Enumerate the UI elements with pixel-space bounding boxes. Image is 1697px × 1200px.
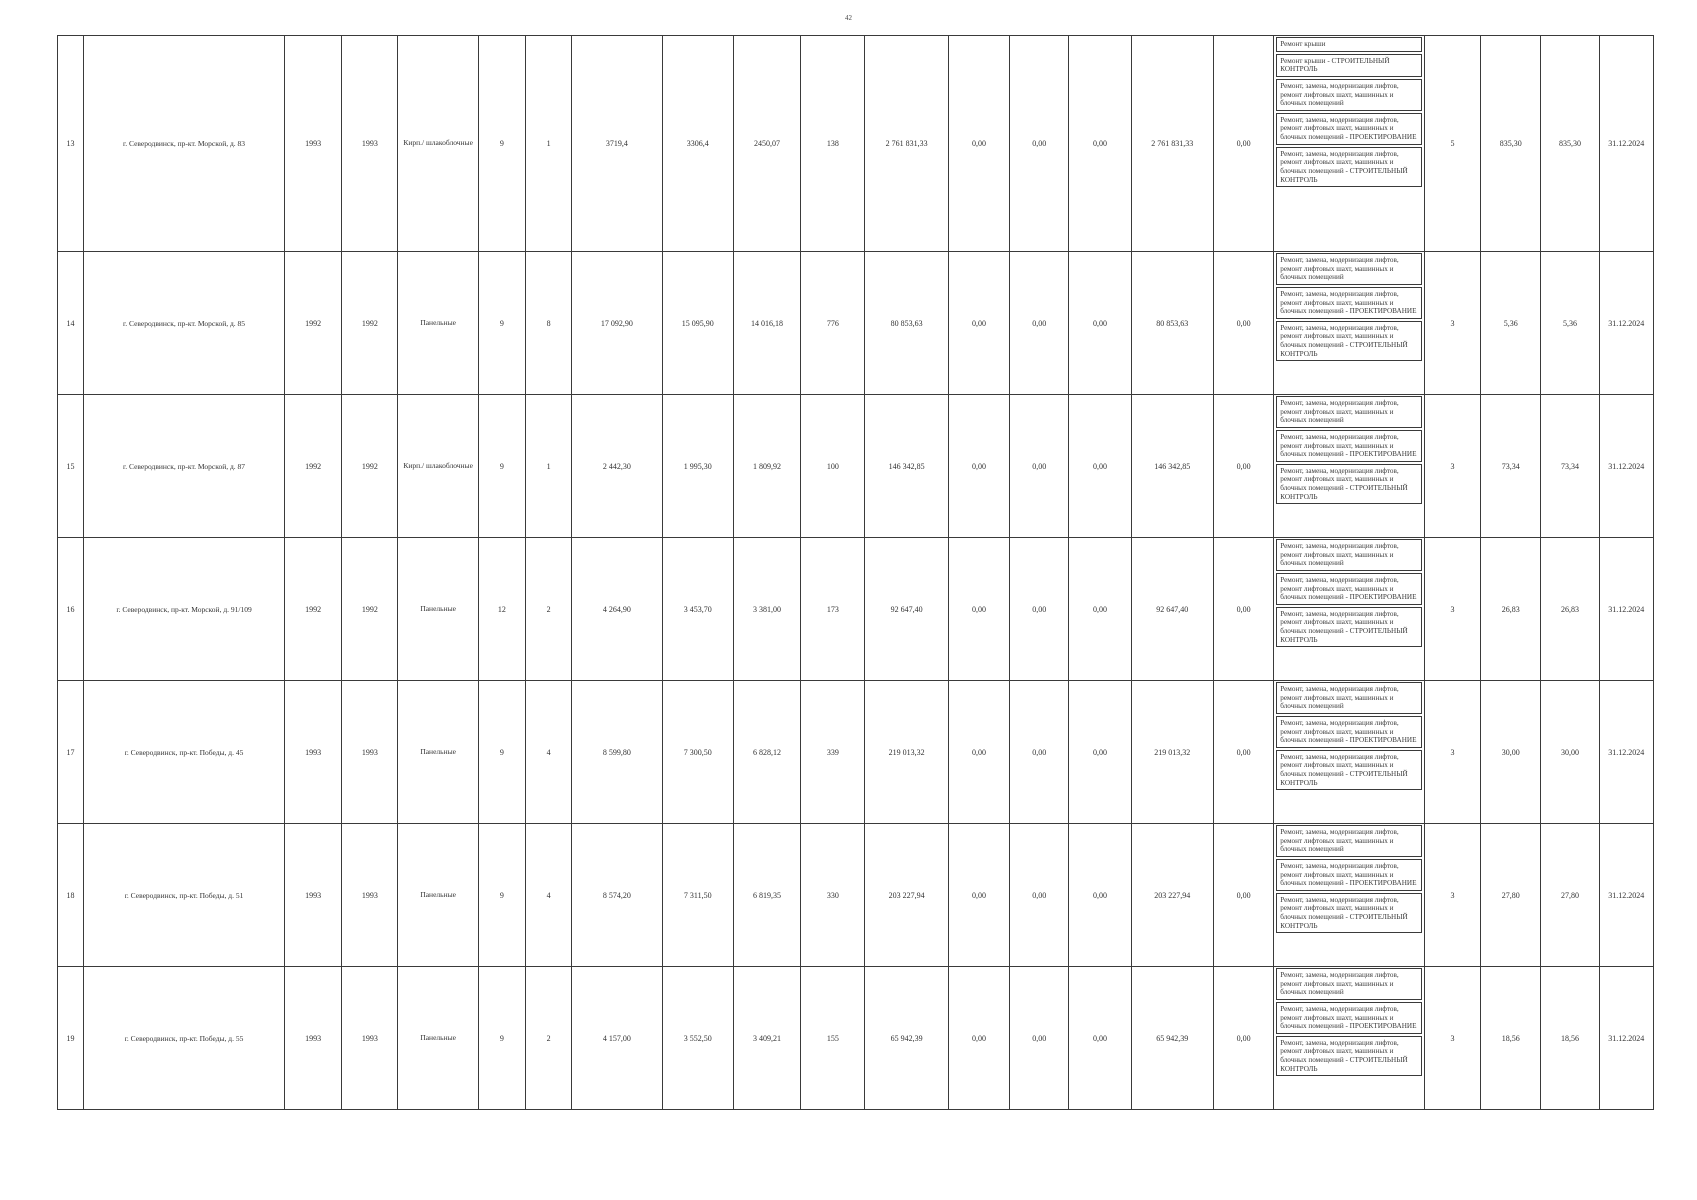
works-count-cell: 3	[1424, 967, 1480, 1110]
work-item: Ремонт, замена, модернизация лифтов, ремонт лифтовых шахт, машинных и блочных помещений - ПРОЕКТИРОВАНИЕ	[1276, 113, 1422, 145]
unit-cost-cell: 73,34	[1481, 395, 1541, 538]
cost-regional-cell: 0,00	[1010, 538, 1069, 681]
work-item: Ремонт, замена, модернизация лифтов, ремонт лифтовых шахт, машинных и блочных помещений - СТРОИТЕЛЬНЫЙ КОНТРОЛЬ	[1276, 464, 1422, 505]
wall-material-cell: Панельные	[398, 538, 478, 681]
cost-federal-cell: 0,00	[948, 824, 1009, 967]
address-cell: г. Северодвинск, пр-кт. Победы, д. 55	[84, 967, 285, 1110]
cost-federal-cell: 0,00	[948, 395, 1009, 538]
year-commission-cell: 1992	[342, 538, 398, 681]
work-item: Ремонт, замена, модернизация лифтов, ремонт лифтовых шахт, машинных и блочных помещений - ПРОЕКТИРОВАНИЕ	[1276, 1002, 1422, 1034]
address-cell: г. Северодвинск, пр-кт. Победы, д. 45	[84, 681, 285, 824]
cost-owners-cell: 65 942,39	[1131, 967, 1213, 1110]
floors-cell: 12	[478, 538, 525, 681]
work-item: Ремонт, замена, модернизация лифтов, ремонт лифтовых шахт, машинных и блочных помещений	[1276, 539, 1422, 571]
cost-total-cell: 92 647,40	[865, 538, 948, 681]
work-item: Ремонт, замена, модернизация лифтов, ремонт лифтовых шахт, машинных и блочных помещений - СТРОИТЕЛЬНЫЙ КОНТРОЛЬ	[1276, 1036, 1422, 1077]
area-total-cell: 2 442,30	[572, 395, 662, 538]
year-commission-cell: 1993	[342, 36, 398, 252]
wall-material-cell: Кирп./ шлакоблочные	[398, 36, 478, 252]
area-living-cell: 2450,07	[733, 36, 800, 252]
cost-other-cell: 0,00	[1213, 681, 1273, 824]
cost-other-cell: 0,00	[1213, 36, 1273, 252]
works-count-cell: 3	[1424, 252, 1480, 395]
cost-total-cell: 2 761 831,33	[865, 36, 948, 252]
unit-cost-cell: 18,56	[1481, 967, 1541, 1110]
area-rooms-cell: 7 311,50	[662, 824, 733, 967]
cost-regional-cell: 0,00	[1010, 36, 1069, 252]
unit-cost-cell: 26,83	[1481, 538, 1541, 681]
cost-municipal-cell: 0,00	[1069, 824, 1131, 967]
table-row	[58, 538, 1654, 681]
page-number: 42	[845, 14, 852, 22]
row-number-cell: 14	[58, 252, 84, 395]
unit-cost-max-cell: 5,36	[1541, 252, 1599, 395]
works-list	[1274, 36, 1424, 188]
works-list	[1274, 395, 1424, 505]
unit-cost-max-cell: 73,34	[1541, 395, 1599, 538]
cost-municipal-cell: 0,00	[1069, 252, 1131, 395]
entrances-cell: 1	[526, 395, 572, 538]
year-built-cell: 1993	[284, 681, 341, 824]
entrances-cell: 2	[526, 538, 572, 681]
cost-federal-cell: 0,00	[948, 538, 1009, 681]
entrances-cell: 4	[526, 681, 572, 824]
residents-cell: 173	[801, 538, 865, 681]
cost-municipal-cell: 0,00	[1069, 538, 1131, 681]
cost-total-cell: 146 342,85	[865, 395, 948, 538]
unit-cost-max-cell: 30,00	[1541, 681, 1599, 824]
work-item: Ремонт, замена, модернизация лифтов, ремонт лифтовых шахт, машинных и блочных помещений - ПРОЕКТИРОВАНИЕ	[1276, 430, 1422, 462]
table-body	[58, 36, 1654, 1110]
row-number-cell: 19	[58, 967, 84, 1110]
row-number-cell: 15	[58, 395, 84, 538]
works-count-cell: 3	[1424, 824, 1480, 967]
cost-owners-cell: 203 227,94	[1131, 824, 1213, 967]
works-cell	[1274, 538, 1425, 681]
works-cell	[1274, 395, 1425, 538]
cost-total-cell: 80 853,63	[865, 252, 948, 395]
work-item: Ремонт, замена, модернизация лифтов, ремонт лифтовых шахт, машинных и блочных помещений - ПРОЕКТИРОВАНИЕ	[1276, 859, 1422, 891]
work-item: Ремонт крыши - СТРОИТЕЛЬНЫЙ КОНТРОЛЬ	[1276, 54, 1422, 77]
deadline-cell: 31.12.2024	[1599, 36, 1653, 252]
unit-cost-max-cell: 835,30	[1541, 36, 1599, 252]
deadline-cell: 31.12.2024	[1599, 252, 1653, 395]
entrances-cell: 8	[526, 252, 572, 395]
cost-federal-cell: 0,00	[948, 967, 1009, 1110]
work-item: Ремонт, замена, модернизация лифтов, ремонт лифтовых шахт, машинных и блочных помещений	[1276, 825, 1422, 857]
works-list	[1274, 967, 1424, 1077]
row-number-cell: 16	[58, 538, 84, 681]
year-built-cell: 1992	[284, 538, 341, 681]
cost-municipal-cell: 0,00	[1069, 681, 1131, 824]
area-rooms-cell: 15 095,90	[662, 252, 733, 395]
entrances-cell: 1	[526, 36, 572, 252]
year-commission-cell: 1993	[342, 681, 398, 824]
wall-material-cell: Панельные	[398, 681, 478, 824]
work-item: Ремонт, замена, модернизация лифтов, ремонт лифтовых шахт, машинных и блочных помещений	[1276, 396, 1422, 428]
year-built-cell: 1993	[284, 824, 341, 967]
work-item: Ремонт, замена, модернизация лифтов, ремонт лифтовых шахт, машинных и блочных помещений	[1276, 253, 1422, 285]
unit-cost-max-cell: 18,56	[1541, 967, 1599, 1110]
cost-total-cell: 65 942,39	[865, 967, 948, 1110]
cost-owners-cell: 2 761 831,33	[1131, 36, 1213, 252]
works-list	[1274, 538, 1424, 648]
year-commission-cell: 1992	[342, 252, 398, 395]
works-cell	[1274, 824, 1425, 967]
works-list	[1274, 681, 1424, 791]
area-total-cell: 17 092,90	[572, 252, 662, 395]
residents-cell: 330	[801, 824, 865, 967]
address-cell: г. Северодвинск, пр-кт. Морской, д. 91/109	[84, 538, 285, 681]
floors-cell: 9	[478, 395, 525, 538]
entrances-cell: 2	[526, 967, 572, 1110]
year-commission-cell: 1992	[342, 395, 398, 538]
wall-material-cell: Кирп./ шлакоблочные	[398, 395, 478, 538]
work-item: Ремонт, замена, модернизация лифтов, ремонт лифтовых шахт, машинных и блочных помещений	[1276, 79, 1422, 111]
work-item: Ремонт, замена, модернизация лифтов, ремонт лифтовых шахт, машинных и блочных помещений - ПРОЕКТИРОВАНИЕ	[1276, 287, 1422, 319]
residents-cell: 776	[801, 252, 865, 395]
capital-repair-table	[57, 35, 1654, 1110]
floors-cell: 9	[478, 681, 525, 824]
entrances-cell: 4	[526, 824, 572, 967]
work-item: Ремонт крыши	[1276, 37, 1422, 52]
table-row	[58, 967, 1654, 1110]
works-count-cell: 3	[1424, 681, 1480, 824]
cost-owners-cell: 219 013,32	[1131, 681, 1213, 824]
works-list	[1274, 252, 1424, 362]
works-cell	[1274, 967, 1425, 1110]
cost-other-cell: 0,00	[1213, 824, 1273, 967]
area-rooms-cell: 3 552,50	[662, 967, 733, 1110]
table-row	[58, 681, 1654, 824]
cost-regional-cell: 0,00	[1010, 395, 1069, 538]
unit-cost-cell: 5,36	[1481, 252, 1541, 395]
cost-owners-cell: 92 647,40	[1131, 538, 1213, 681]
work-item: Ремонт, замена, модернизация лифтов, ремонт лифтовых шахт, машинных и блочных помещений - СТРОИТЕЛЬНЫЙ КОНТРОЛЬ	[1276, 893, 1422, 934]
works-cell	[1274, 36, 1425, 252]
floors-cell: 9	[478, 252, 525, 395]
unit-cost-cell: 27,80	[1481, 824, 1541, 967]
cost-federal-cell: 0,00	[948, 36, 1009, 252]
area-living-cell: 1 809,92	[733, 395, 800, 538]
floors-cell: 9	[478, 36, 525, 252]
cost-other-cell: 0,00	[1213, 252, 1273, 395]
area-rooms-cell: 3 453,70	[662, 538, 733, 681]
cost-municipal-cell: 0,00	[1069, 36, 1131, 252]
wall-material-cell: Панельные	[398, 967, 478, 1110]
cost-regional-cell: 0,00	[1010, 681, 1069, 824]
deadline-cell: 31.12.2024	[1599, 967, 1653, 1110]
floors-cell: 9	[478, 967, 525, 1110]
unit-cost-cell: 835,30	[1481, 36, 1541, 252]
year-commission-cell: 1993	[342, 824, 398, 967]
area-total-cell: 4 264,90	[572, 538, 662, 681]
table-row	[58, 824, 1654, 967]
cost-municipal-cell: 0,00	[1069, 395, 1131, 538]
area-total-cell: 4 157,00	[572, 967, 662, 1110]
works-cell	[1274, 252, 1425, 395]
row-number-cell: 18	[58, 824, 84, 967]
year-built-cell: 1992	[284, 252, 341, 395]
cost-regional-cell: 0,00	[1010, 967, 1069, 1110]
area-living-cell: 14 016,18	[733, 252, 800, 395]
cost-other-cell: 0,00	[1213, 538, 1273, 681]
unit-cost-cell: 30,00	[1481, 681, 1541, 824]
area-rooms-cell: 7 300,50	[662, 681, 733, 824]
residents-cell: 138	[801, 36, 865, 252]
works-cell	[1274, 681, 1425, 824]
work-item: Ремонт, замена, модернизация лифтов, ремонт лифтовых шахт, машинных и блочных помещений	[1276, 682, 1422, 714]
work-item: Ремонт, замена, модернизация лифтов, ремонт лифтовых шахт, машинных и блочных помещений - СТРОИТЕЛЬНЫЙ КОНТРОЛЬ	[1276, 321, 1422, 362]
area-rooms-cell: 3306,4	[662, 36, 733, 252]
cost-municipal-cell: 0,00	[1069, 967, 1131, 1110]
year-built-cell: 1993	[284, 967, 341, 1110]
wall-material-cell: Панельные	[398, 252, 478, 395]
cost-regional-cell: 0,00	[1010, 824, 1069, 967]
wall-material-cell: Панельные	[398, 824, 478, 967]
deadline-cell: 31.12.2024	[1599, 681, 1653, 824]
cost-federal-cell: 0,00	[948, 681, 1009, 824]
area-total-cell: 3719,4	[572, 36, 662, 252]
cost-other-cell: 0,00	[1213, 967, 1273, 1110]
residents-cell: 339	[801, 681, 865, 824]
cost-owners-cell: 146 342,85	[1131, 395, 1213, 538]
year-commission-cell: 1993	[342, 967, 398, 1110]
address-cell: г. Северодвинск, пр-кт. Морской, д. 83	[84, 36, 285, 252]
area-rooms-cell: 1 995,30	[662, 395, 733, 538]
address-cell: г. Северодвинск, пр-кт. Морской, д. 85	[84, 252, 285, 395]
cost-total-cell: 203 227,94	[865, 824, 948, 967]
area-living-cell: 3 381,00	[733, 538, 800, 681]
residents-cell: 155	[801, 967, 865, 1110]
deadline-cell: 31.12.2024	[1599, 395, 1653, 538]
table-row	[58, 395, 1654, 538]
works-count-cell: 3	[1424, 538, 1480, 681]
cost-federal-cell: 0,00	[948, 252, 1009, 395]
work-item: Ремонт, замена, модернизация лифтов, ремонт лифтовых шахт, машинных и блочных помещений - СТРОИТЕЛЬНЫЙ КОНТРОЛЬ	[1276, 750, 1422, 791]
deadline-cell: 31.12.2024	[1599, 538, 1653, 681]
work-item: Ремонт, замена, модернизация лифтов, ремонт лифтовых шахт, машинных и блочных помещений - СТРОИТЕЛЬНЫЙ КОНТРОЛЬ	[1276, 607, 1422, 648]
area-living-cell: 6 819,35	[733, 824, 800, 967]
address-cell: г. Северодвинск, пр-кт. Морской, д. 87	[84, 395, 285, 538]
row-number-cell: 13	[58, 36, 84, 252]
work-item: Ремонт, замена, модернизация лифтов, ремонт лифтовых шахт, машинных и блочных помещений - СТРОИТЕЛЬНЫЙ КОНТРОЛЬ	[1276, 147, 1422, 188]
works-list	[1274, 824, 1424, 934]
work-item: Ремонт, замена, модернизация лифтов, ремонт лифтовых шахт, машинных и блочных помещений	[1276, 968, 1422, 1000]
table-row	[58, 252, 1654, 395]
residents-cell: 100	[801, 395, 865, 538]
works-count-cell: 5	[1424, 36, 1480, 252]
floors-cell: 9	[478, 824, 525, 967]
cost-total-cell: 219 013,32	[865, 681, 948, 824]
works-count-cell: 3	[1424, 395, 1480, 538]
work-item: Ремонт, замена, модернизация лифтов, ремонт лифтовых шахт, машинных и блочных помещений - ПРОЕКТИРОВАНИЕ	[1276, 716, 1422, 748]
area-living-cell: 3 409,21	[733, 967, 800, 1110]
cost-other-cell: 0,00	[1213, 395, 1273, 538]
table-row	[58, 36, 1654, 252]
area-total-cell: 8 599,80	[572, 681, 662, 824]
unit-cost-max-cell: 27,80	[1541, 824, 1599, 967]
unit-cost-max-cell: 26,83	[1541, 538, 1599, 681]
area-total-cell: 8 574,20	[572, 824, 662, 967]
work-item: Ремонт, замена, модернизация лифтов, ремонт лифтовых шахт, машинных и блочных помещений - ПРОЕКТИРОВАНИЕ	[1276, 573, 1422, 605]
cost-owners-cell: 80 853,63	[1131, 252, 1213, 395]
year-built-cell: 1993	[284, 36, 341, 252]
row-number-cell: 17	[58, 681, 84, 824]
cost-regional-cell: 0,00	[1010, 252, 1069, 395]
address-cell: г. Северодвинск, пр-кт. Победы, д. 51	[84, 824, 285, 967]
deadline-cell: 31.12.2024	[1599, 824, 1653, 967]
area-living-cell: 6 828,12	[733, 681, 800, 824]
year-built-cell: 1992	[284, 395, 341, 538]
